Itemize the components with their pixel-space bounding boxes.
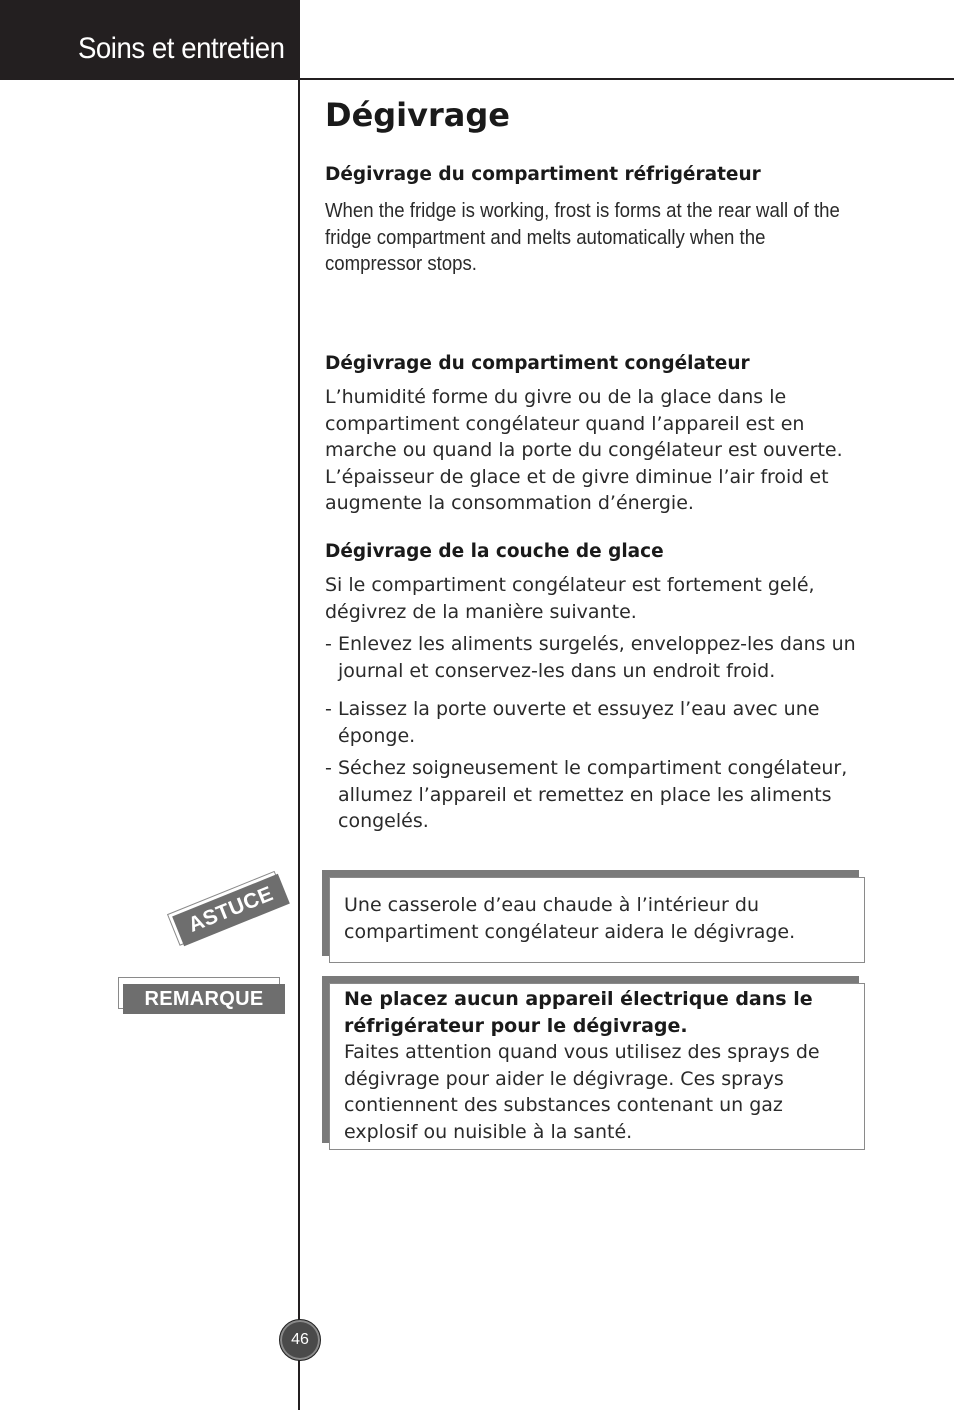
note-warning: Ne placez aucun appareil électrique dans le réfrigérateur pour le dégivrage.: [344, 988, 813, 1037]
freezer-text: L’humidité forme du givre ou de la glace dans le compartiment congélateur quand l’appareil est en marche ou quand la porte du congélateur est ouverte. L’épaisseur de glace et de givre diminue l’air froid et augmente la consommation d’énergie.: [325, 386, 843, 514]
section-title: Soins et entretien: [77, 32, 284, 65]
note-label: [118, 977, 286, 1015]
freezer-heading: Dégivrage du compartiment congélateur: [325, 353, 750, 374]
ice-layer-intro: Si le compartiment congélateur est fortement gelé, dégivrez de la manière suivante.: [325, 574, 815, 623]
vertical-rule: [298, 0, 300, 1410]
fridge-text: When the fridge is working, frost is forms at the rear wall of the fridge compartment and melts automatically when the compressor stops.: [325, 200, 840, 275]
header-rule: [300, 78, 954, 80]
header-block: [0, 0, 300, 80]
list-item: - Laissez la porte ouverte et essuyez l’eau avec une éponge.: [325, 698, 820, 747]
list-item: - Enlevez les aliments surgelés, enveloppez-les dans un journal et conservez-les dans un endroit froid.: [325, 633, 856, 682]
page-number: 46: [279, 1319, 321, 1361]
list-item: - Séchez soigneusement le compartiment congélateur, allumez l’appareil et remettez en place les aliments congelés.: [325, 757, 848, 832]
note-content: [344, 986, 844, 1145]
ice-layer-heading: Dégivrage de la couche de glace: [325, 541, 664, 562]
tip-text: Une casserole d’eau chaude à l’intérieur du compartiment congélateur aidera le dégivrage.: [344, 894, 796, 943]
note-label-text: REMARQUE: [123, 984, 285, 1014]
note-text: Faites attention quand vous utilisez des sprays de dégivrage pour aider le dégivrage. Ces sprays contiennent des substances contenant un gaz explosif ou nuisible à la santé.: [344, 1041, 820, 1143]
page-title: Dégivrage: [325, 96, 510, 134]
tip-label: [172, 874, 290, 946]
tip-label-text: ASTUCE: [172, 874, 290, 946]
fridge-heading: Dégivrage du compartiment réfrigérateur: [325, 164, 761, 185]
